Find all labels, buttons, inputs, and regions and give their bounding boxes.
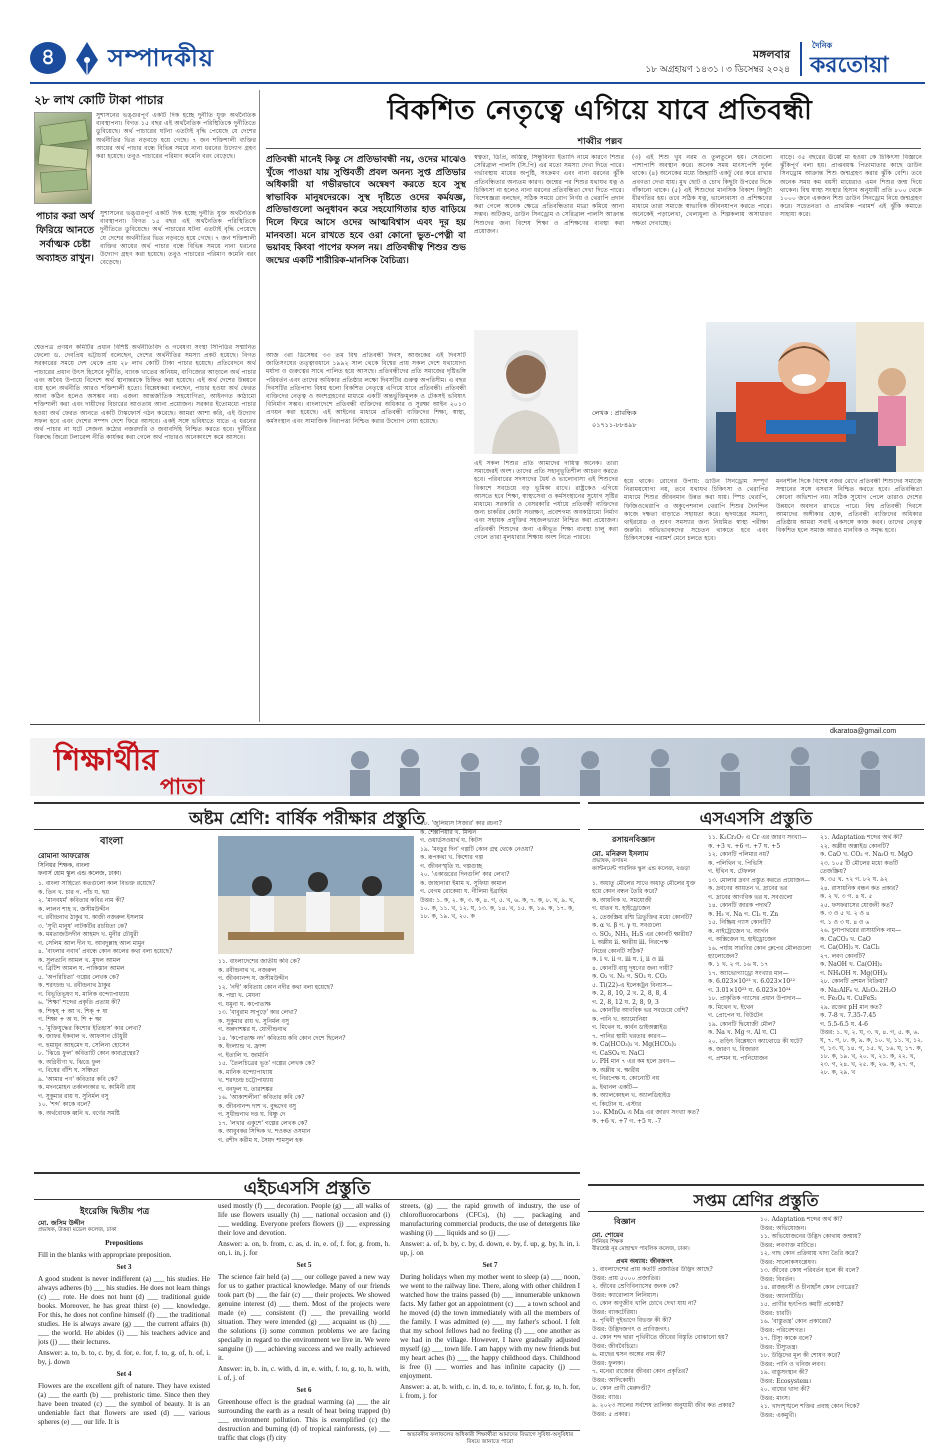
hsc-title: এইচএসসি প্রস্তুতি xyxy=(243,1178,371,1199)
question-line: ১৭. টিস্যু কাকে বলে? xyxy=(760,1335,813,1342)
question-line: ৬. মাছের শ্বসন অঙ্গের নাম কী? xyxy=(592,1351,666,1358)
question-line: গ. কিটোন ঘ. এস্টার xyxy=(592,1100,642,1108)
question-line: উত্তর: Ecosystem। xyxy=(760,1377,812,1385)
question-line: ক. লালন শাহ খ. জসীমউদ্দীন xyxy=(38,905,110,913)
question-line: ক. মানিক বন্দ্যোপাধ্যায় xyxy=(218,1068,273,1076)
question-line: খ. শরৎচন্দ্র চট্টোপাধ্যায় xyxy=(218,1077,274,1084)
question-line: ৯. ২০২৩ সালের সর্বশেষ তালিকা অনুযায়ী জীব কত প্রকার? xyxy=(592,1402,735,1409)
feature-lower-col3: মননশীল দিকে বিশেষ নজর রেখে প্রতিবন্ধী শিশুদের সমাজে সম্মানের সঙ্গে বসবাস নিশ্চিত করতে হবে। প্রতিবন্ধিতা কোনো অভিশাপ নয়। সঠিক সুযোগ পেলে তারাও দেশের উন্নয়নে অবদান রাখতে পারে। বিশ্ব প্রতিবন্ধী দিবসে আমাদের অঙ্গীকার হোক, প্রতিবন্ধী ব্যক্তিদের অধিকার প্রতিষ্ঠায় আমরা সবাই একসঙ্গে কাজ করব। তাদের নেতৃত্ব বিকশিত হলে সমাজ আরও মানবিক ও সমৃদ্ধ হবে। xyxy=(776,478,922,535)
question-line: গ. ১ ও ৩ ঘ. ৪ ও ৬ xyxy=(820,918,870,926)
question-line: গ. CaSO₄ ঘ. NaCl xyxy=(592,1049,645,1057)
question-line: ক. শিক্ষ্ + আ খ. শিক্ + ষা xyxy=(38,1007,108,1015)
question-line: ১৪. 'কপোতাক্ষ নদ' কবিতায় কবি কোন দেশে ছিলেন? xyxy=(218,1034,346,1042)
question-line: ১০. KMnO₄ এ Mn এর জারণ সংখ্যা কত? xyxy=(592,1109,700,1116)
question-line: উত্তর: টিস্যুতন্ত্র। xyxy=(760,1343,798,1351)
banner-title-line1: শিক্ষার্থীর xyxy=(54,743,158,778)
feature-lower-col2: হয়ে থাকে। রোগের উপায়: ডাউন সিনড্রোম সম্পূর্ণ নিরাময়যোগ্য নয়, তবে যথাযথ চিকিৎসা ও থেরাপির মাধ্যমে শিশুর জীবনমান উন্নত করা যায়। স্পিচ থেরাপি, ফিজিওথেরাপি ও অকুপেশনাল থেরাপি শিশুর দৈনন্দিন কাজে দক্ষতা বাড়াতে সহায়তা করে। হৃদযন্ত্রের সমস্যা, থাইরয়েড ও শ্রবণ সমস্যার জন্য নিয়মিত স্বাস্থ্য পরীক্ষা জরুরি। অভিভাবকদের সচেতন থাকতে হবে এবং চিকিৎসকের পরামর্শ মেনে চলতে হবে। xyxy=(624,478,768,543)
question-line: গ. নিরপেক্ষ ঘ. কোনোটি নয় xyxy=(592,1075,660,1082)
class7-subject: বিজ্ঞান xyxy=(614,1217,636,1226)
class8-questions xyxy=(38,880,208,1168)
question-line: উত্তর: ফুলকা। xyxy=(592,1359,626,1367)
question-line: গ. অক্সিজেন ঘ. হাইড্রোজেন xyxy=(708,936,776,943)
question-line: ১৪. রাজহংসী ও চীনাহাঁস কোন গোত্রের? xyxy=(760,1284,858,1291)
class8-title: অষ্টম শ্রেণি: বার্ষিক পরীক্ষার প্রস্তুতি xyxy=(188,809,426,829)
question-line: গ. বিষের বাঁশি ঘ. সঞ্চিতা xyxy=(38,1067,99,1074)
author-phone: ০১৭১১-৮৮৪৯৮ xyxy=(592,421,637,429)
question-line: ক. আবুবকর সিদ্দিক খ. শওকত ওসমান xyxy=(218,1128,311,1135)
question-line: উত্তর: ৫ প্রকার। xyxy=(592,1410,630,1418)
masthead-rule xyxy=(30,82,925,84)
question-line: ২৩. ১০৫ টি মৌলের মধ্যে কতটি তেজস্ক্রিয়? xyxy=(820,859,899,875)
passage-text: Flowers are the excellent gift of nature. They have existed (a) ___ the earth (b) ___ prehistoric time. Since then they have been treated (c) ___ the symbol of beauty. It is an undeniable fact that flowers are used (d) ___ various spheres (e) ___ our life. It is xyxy=(38,1382,210,1426)
question-line: ২৬. চুনাপাথরের রাসায়নিক নাম— xyxy=(820,927,902,934)
question-line: গ. রশীদ করীম ঘ. সৈয়দ শামসুল হক xyxy=(218,1136,303,1144)
question-line: ৮. কোন প্রাণী মেরুদণ্ডী? xyxy=(592,1385,651,1392)
class8-photo xyxy=(218,836,414,954)
question-line: গ. Ca(OH)₂ ঘ. CaCl₂ xyxy=(820,944,880,951)
question-line: ১০. Adaptation শব্দের অর্থ কী? xyxy=(760,1216,843,1223)
question-line: ২. 'মানবধর্ম' কবিতার কবির নাম কী? xyxy=(38,897,125,904)
question-line: উত্তর: ব্যাকটেরিয়া। xyxy=(592,1308,638,1316)
question-line: ১. বাংলাদেশের প্রায় কতটি প্রজাতির উদ্ভিদ আছে? xyxy=(592,1266,713,1273)
question-line: ক. সুকুমার রায় খ. সুনির্মল বসু xyxy=(218,1017,289,1025)
question-line: ক. ৩৫ খ. ৭২ গ. ৮২ ঘ. ৯২ xyxy=(820,876,888,883)
question-line: ক. জারণ খ. বিজারণ xyxy=(708,1046,759,1053)
set-heading: Prepositions xyxy=(105,1239,143,1247)
question-line: ২২. অম্লীয় অক্সাইড কোনটি? xyxy=(820,842,890,850)
hsc-col1 xyxy=(38,1236,210,1446)
question-line: গ. জীবনানন্দ ঘ. জসীমউদ্দীন xyxy=(218,975,289,982)
set-heading: Set 4 xyxy=(116,1370,132,1378)
question-line: ক. পলিথিন খ. পিভিসি xyxy=(708,859,763,867)
paper-logo: করতোয়া xyxy=(810,53,889,78)
question-line: উত্তর: লবণাক্ত মাটিতে। xyxy=(760,1241,817,1249)
question-line: ১৫. নিষ্ক্রিয় গ্যাস কোনটি? xyxy=(708,919,771,926)
set-heading: Set 6 xyxy=(296,1386,312,1394)
passage-text: Answer: a. at, b. with, c. in, d. to, e. to/into, f. for, g. to, h. for, i. from, j. for xyxy=(400,1383,580,1400)
question-line: গ. বিভূতিভূষণ ঘ. মানিক বন্দ্যোপাধ্যায় xyxy=(38,990,130,998)
editorial-intro: সুশাসনের ভঙ্গুরপূর্ণ একটি দিক হচ্ছে দুর্নীতি যুক্ত অর্থনৈতিক ব্যবস্থাপনা। বিগত ১৫ বছর এই অর্থনৈতিক পরিস্থিতিকে দুর্নীতিতে ডুবিয়েছে। অর্থ পাচারের ঘটনা এতটাই বৃদ্ধি পেয়েছে যে দেশের অর্থনীতির ভিত নড়বড়ে হয়ে গেছে। ৭ জন শক্তিশালী ব্যক্তির আয়ের অর্থ পাচার বন্ধে বিভিন্ন সময়ে নানা ধরনের উদ্যোগ গ্রহণ করা হয়েছে। তবুও পাচারের পরিমাণ কমেনি বরং বেড়েছে। xyxy=(96,112,256,161)
hsc-col3 xyxy=(400,1202,580,1430)
question-line: ক. সুলতানি আমল খ. মুঘল আমল xyxy=(38,956,121,964)
question-line: ক. ১ খ. ২ গ. ১৬ ঘ. ১৭ xyxy=(708,961,769,968)
question-line: ৮. PH মান ৭ এর কম হলে দ্রবণ— xyxy=(592,1058,676,1065)
question-line: ৫. Ti(22)-এ ইলেকট্রন বিন্যাস— xyxy=(592,981,673,989)
question-line: ৬. কোনটির আণবিক ভর সবচেয়ে বেশি? xyxy=(592,1007,689,1014)
question-line: ২০. তড়িৎ বিশ্লেষণে ক্যাথোডে কী ঘটে? xyxy=(708,1037,803,1045)
question-line: ৬. 'শিক্ষা' শব্দের প্রকৃতি প্রত্যয় কী? xyxy=(38,999,121,1006)
question-line: উত্তর: উদ্ভিদজগৎ ও প্রাণিজগৎ। xyxy=(592,1325,670,1333)
class8-questions-right xyxy=(420,820,580,1170)
ssc-teacher-school: ক্যান্টনমেন্ট পাবলিক স্কুল এন্ড কলেজ, বগুড়া xyxy=(592,866,690,872)
question-line: গ. 5.5-6.5 ঘ. 4-6 xyxy=(820,1020,868,1028)
question-line: গ. Fe₃O₄ ঘ. CuFeS₂ xyxy=(820,995,877,1002)
question-line: ৭. পানির স্থায়ী খরতার কারণ— xyxy=(592,1032,667,1040)
class8-subject: বাংলা xyxy=(100,836,124,847)
question-line: ২৮. কোনটি প্রশমন বিক্রিয়া? xyxy=(820,978,888,985)
column-divider xyxy=(259,90,260,722)
editorial-body: শ্বেতপত্র প্রণয়ন কমিটির প্রধান বিশিষ্ট অর্থনীতিবিদ ও গবেষণা সংস্থা সিপিডির সম্মানিত ফেলো ড. দেবপ্রিয় ভট্টাচার্য বলেছেন, দেশের অর্থনীতির সমস্যা প্রকট হয়েছে। বিগত সরকারের সময়ে দেশ থেকে প্রায় ২৮ লাখ কোটি টাকা পাচার হয়েছে। প্রতিবেদনে অর্থ পাচারের প্রধান উৎস হিসেবে দুর্নীতি, ব্যাংক খাতের অনিয়ম, বাণিজ্যের আড়ালে অর্থ পাচার এবং অবৈধ উপায়ে বিদেশে অর্থ স্থানান্তরকে চিহ্নিত করা হয়েছে। এই অর্থ দেশের উন্নয়নে ব্যয় হলে অর্থনীতি আরও শক্তিশালী হতো। বিশ্লেষকরা বলছেন, পাচার হওয়া অর্থ ফেরত আনা কঠিন হলেও অসম্ভব নয়। এজন্য আন্তর্জাতিক সহযোগিতা, আইনগত কাঠামো শক্তিশালী করা এবং দায়ীদের বিচারের আওতায় আনা প্রয়োজন। সরকার ইতোমধ্যে পাচার হওয়া অর্থ ফেরত আনতে একটি টাস্কফোর্স গঠন করেছে। আমরা আশা করি, এই উদ্যোগ সফল হবে এবং দেশের সম্পদ দেশে ফিরে আসবে। একই সঙ্গে ভবিষ্যতে যাতে এ ধরনের অর্থ পাচার না ঘটে সেজন্য কঠোর নজরদারি ও জবাবদিহি নিশ্চিত করতে হবে। দুর্নীতির বিরুদ্ধে জিরো টলারেন্স নীতি কার্যকর করা গেলে অর্থ পাচারও অনেকাংশে কমে আসবে। xyxy=(34,344,256,442)
question-line: ৩. SO₂, NH₃, H₂S এর কোনটি ক্ষারীয়? xyxy=(592,930,693,938)
question-line: ক. পানি খ. অ্যামোনিয়া xyxy=(592,1015,648,1023)
question-line: গ. ধাতব ঘ. হাইড্রোজেন xyxy=(592,905,651,912)
question-line: নিচের কোনটি সঠিক? xyxy=(592,947,644,955)
question-line: ১৬. পর্যায় সারণির কোন গ্রুপের মৌলগুলো হ্যালোজেন? xyxy=(708,944,811,960)
feature-byline: শাব্বীর পল্লব xyxy=(577,137,623,147)
question-line: ১৪. কোনটি জারক পদার্থ? xyxy=(708,902,772,909)
class7-teacher: মো. শোয়েব xyxy=(592,1231,624,1239)
question-line: ৩. কোন অণুজীব খালি চোখে দেখা যায় না? xyxy=(592,1300,697,1307)
question-line: উত্তর: প্রায় ৫০০০ প্রজাতির। xyxy=(592,1274,661,1282)
question-line: উত্তর: ১. ক, ২. ক, ৩. ক, ৪. গ, ৫. খ, ৬. ক, ৭. ক, ৮. খ, ৯. খ, ১০. ক, ১১. খ, ১২. ঘ, ১৩. ক, ১৪. খ, ১৫. ক, ১৬. ক, ১৭. ক, ১৮. ক, ১৯. খ, ২০. ক xyxy=(420,896,575,920)
question-line: উত্তর: ব্যাঙ। xyxy=(592,1393,622,1401)
question-line: গ. যমুনা ঘ. কপোতাক্ষ xyxy=(218,1000,271,1008)
question-line: গ. বেগম রোকেয়া ঘ. নীলিমা ইব্রাহিম xyxy=(420,888,508,895)
question-line: গ. 3.01×10²³ ঘ. 6.023×10²⁴ xyxy=(708,986,791,994)
question-line: ৩. 'সুখী মানুষ' নাটকটির রচয়িতা কে? xyxy=(38,922,128,930)
question-line: গ. সেলিম আল দীন ঘ. আবদুল্লাহ আল মামুন xyxy=(38,939,145,947)
question-line: ১৭. অ্যাভোগ্যাড্রো সংখ্যার মান— xyxy=(708,969,789,977)
passage-text: Answer: a. on, b. from, c. as, d. in, e. of, f. for, g. from, h. on, i. in, j. for xyxy=(218,1240,390,1257)
question-line: ৭. মনেরা রাজ্যের জীবরা কোন প্রকৃতির? xyxy=(592,1368,689,1375)
question-line: ১২. 'নদী' কবিতায় কোন নদীর কথা বলা হয়েছে? xyxy=(218,983,334,991)
passage-text: Greenhouse effect is the gradual warming (a) ___ the air surrounding the earth as a result of heat being trapped (b) ___ environment pollution. This is exemplified (c) the destruction and burning (d) of tropical rainforests, (e) ___ traffic that clogs (f) city xyxy=(218,1398,390,1442)
question-line: ক. শেক্সপিয়ার খ. মিল্টন xyxy=(420,828,477,836)
question-line: ৮. 'ঝিঙে ফুল' কবিতাটি কোন কাব্যগ্রন্থের? xyxy=(38,1050,139,1057)
question-line: ১১. K₂Cr₂O₇ এ Cr এর জারণ সংখ্যা— xyxy=(708,834,808,841)
question-line: গ. রবীন্দ্রনাথ ঠাকুর ঘ. কাজী নজরুল ইসলাম xyxy=(38,914,144,921)
question-line: ক. পদ্মা খ. মেঘনা xyxy=(218,992,261,999)
question-line: ১৮. উদ্ভিদের মূল কী শোষণ করে? xyxy=(760,1352,841,1359)
class8-teacher-school: ফনার্স হোম স্কুল এন্ড কলেজ, ঢাকা। xyxy=(38,870,122,877)
question-line: ১৮. 'জুলিয়াস সিজার' কার রচনা? xyxy=(420,820,502,827)
question-line: ২০. 'একাত্তরের দিনগুলি' কার লেখা? xyxy=(420,871,510,878)
question-line: ক. দ্রবণের আয়তন খ. দ্রাবের ভর xyxy=(708,885,788,892)
question-line: ১. বাংলা সাহিত্যে কতগুলো কাল বিভক্ত রয়েছে? xyxy=(38,880,156,887)
question-line: ক. Na খ. Mg গ. Al ঘ. Cl xyxy=(708,1029,777,1036)
question-line: ১৬. 'বাস্তুতন্ত্র' কোন প্রকারের? xyxy=(760,1318,832,1325)
question-line: ১০. 'শব্দ' কাকে বলে? xyxy=(38,1101,91,1108)
banner-title-line2: পাতা xyxy=(160,775,205,800)
masthead xyxy=(30,38,925,82)
question-line: ১৩. 'বাবুরাম সাপুড়ে' কার লেখা? xyxy=(218,1009,297,1016)
ssc-teacher: মো. মনিরুল ইসলাম xyxy=(592,850,649,858)
question-line: ৭. 'মুক্তিযুদ্ধের কিশোর ইতিহাস' কার লেখা? xyxy=(38,1024,142,1032)
page-number-badge: ৪ xyxy=(30,42,66,74)
question-line: উত্তর: মাংস। xyxy=(760,1394,790,1402)
author-label: লেখক : প্রাবন্ধিক xyxy=(592,409,637,417)
question-line: ক. জাহানারা ইমাম খ. সুফিয়া কামাল xyxy=(420,879,507,887)
feature-col2: স্বত্বতা, ডিপ্রি, অস্তিত্ব, সিন্ধুবিন্যা ইত্যাদি নামে কারণে শিশুর সেরিব্রাল পালসি (সি.পি) এর মতো সমস্যা দেখা দিতে পারে। গর্ভাবস্থায় মায়ের অপুষ্টি, সংক্রমণ এবং নানা ধরনের ঝুঁকি প্রতিবন্ধিতার অন্যতম কারণ। জন্মের পর শিশুর যথাযথ যত্ন ও চিকিৎসা না হলেও নানা ধরনের প্রতিবন্ধিতা দেখা দিতে পারে। বিশেষজ্ঞরা বলছেন, সঠিক সময়ে রোগ নির্ণয় ও থেরাপি প্রদান করা গেলে অনেক ক্ষেত্রে প্রতিবন্ধিতার মাত্রা কমিয়ে আনা সম্ভব। অটিজম, ডাউন সিনড্রোম ও সেরিব্রাল পালসি আক্রান্ত শিশুদের জন্য বিশেষ শিক্ষা ও প্রশিক্ষণের ব্যবস্থা করা প্রয়োজন। xyxy=(474,154,624,235)
question-line: গ. 2, 8, 12 ঘ. 2, 8, 9, 3 xyxy=(592,998,659,1006)
byline-rule xyxy=(266,148,921,149)
newspaper-email: dkaratoa@gmail.com xyxy=(830,728,897,735)
question-line: ২১. Adaptation শব্দের অর্থ কী? xyxy=(820,834,903,841)
question-line: ক. 2, 8, 10, 2 খ. 2, 8, 8, 4 xyxy=(592,990,667,997)
question-line: ৪. পৃথিবী দুইভাগে বিভক্ত কী কী? xyxy=(592,1317,672,1324)
section-title: সম্পাদকীয় xyxy=(108,44,215,72)
question-line: গ. মিথেন ঘ. কার্বন ডাইঅক্সাইড xyxy=(592,1024,668,1031)
question-line: ক. অগ্নিবীণা খ. ঝিঙে ফুল xyxy=(38,1058,101,1066)
question-line: ২৫. ফসফরাসের যোজনী কত? xyxy=(820,901,894,909)
question-line: ক. CaO খ. CO₂ গ. Na₂O ঘ. MgO xyxy=(820,851,913,858)
class7-teacher-role: সিনিয়র শিক্ষক xyxy=(592,1239,624,1245)
question-line: ২৪. রাসায়নিক বন্ধন কত প্রকার? xyxy=(820,884,899,892)
passage-text: Answer: a. of, b. by, c. by, d. down, e. by, f. up, g. by, h. in, i. up, j. on xyxy=(400,1240,580,1257)
question-line: ১. অধাতু মৌলের সাথে অধাতু মৌলের যুক্ত হয়ে কোন বন্ধন তৈরি করে? xyxy=(592,880,696,895)
question-line: ১৬. 'আকাশলীনা' কবিতার কবি কে? xyxy=(218,1094,305,1101)
question-line: ক. +3 খ. +6 গ. +7 ঘ. +5 xyxy=(708,842,781,850)
masthead-divider xyxy=(800,42,802,76)
ssc-questions xyxy=(592,880,702,1180)
question-line: ক. ২ খ. ৩ গ. ৪ ঘ. ৫ xyxy=(820,893,873,900)
class8-teacher: রোমানা আফরোজ xyxy=(38,852,90,860)
feature-col4: বাড়ে। ৩৫ বছরের ঊর্ধ্বে মা হওয়া কে চিকিৎসা বিজ্ঞানে ঝুঁকিপূর্ণ বলা হয়। প্রাপ্তবয়স্ক পিতামাতার কাছে ডাউন সিনড্রোম আক্রান্ত শিশু জন্মগ্রহণ করার ঝুঁকি বেশি। তবে অনেক সময় কম বয়সী মায়েরাও এমন শিশুর জন্ম দিয়ে থাকেন। বিশ্ব স্বাস্থ্য সংস্থার হিসাব অনুযায়ী প্রতি ৮০০ থেকে ১০০০ জনে একজন শিশু ডাউন সিনড্রোম নিয়ে জন্মগ্রহণ করে। সচেতনতা ও প্রাথমিক পরামর্শ এই ঝুঁকি কমাতে সাহায্য করে। xyxy=(780,154,922,219)
question-line: ১৭. 'লখার একুশে' গল্পের লেখক কে? xyxy=(218,1119,308,1127)
question-line: গ. ইতালি ঘ. জার্মানি xyxy=(218,1051,269,1059)
feature-bottom-rule xyxy=(30,724,925,725)
question-line: ৯. 'আমার পণ' কবিতার কবি কে? xyxy=(38,1075,118,1083)
question-line: ক. CaCO₃ খ. CaO xyxy=(820,935,871,943)
question-line: ১১. অভিযোজনের উদ্ভিদ কোথায় জন্মায়? xyxy=(760,1233,861,1240)
feature-lower-col1: এই সকল শিশুর প্রতি আমাদের দায়িত্ব অনেক। তারা সমাজেরই অংশ। তাদের প্রতি সহানুভূতিশীল আচরণ করতে হবে। পরিবারের সদস্যদের ধৈর্য ও ভালোবাসা এই শিশুদের বিকাশে সবচেয়ে বড় ভূমিকা রাখে। রাষ্ট্রকেও এগিয়ে আসতে হবে শিক্ষা, স্বাস্থ্যসেবা ও কর্মসংস্থানের সুযোগ সৃষ্টির মাধ্যমে। সরকারি ও বেসরকারি পর্যায়ে প্রতিবন্ধী ব্যক্তিদের জন্য চাকরির কোটা সংরক্ষণ, প্রবেশগম্য অবকাঠামো নির্মাণ এবং সহায়ক প্রযুক্তির সহজলভ্যতা নিশ্চিত করা প্রয়োজন। প্রতিবন্ধী শিশুদের জন্য একীভূত শিক্ষা ব্যবস্থা চালু করা গেলে তারা মূলধারার শিক্ষায় অংশ নিতে পারবে। xyxy=(474,460,618,541)
question-line: ৯. ইথানল একটি— xyxy=(592,1083,639,1091)
question-line: উত্তর: একমুখী। xyxy=(760,1411,797,1419)
question-line: ২১. খাদ্যশৃঙ্খলে শক্তির প্রবাহ কোন দিকে? xyxy=(760,1403,860,1410)
question-line: ক. জীবনানন্দ দাশ খ. বুদ্ধদেব বসু xyxy=(218,1102,297,1110)
question-line: ক. নাইট্রোজেন খ. আর্গন xyxy=(708,927,769,935)
question-line: ২. তেজস্ক্রিয় রশ্মি ত্রিভুক্তির মধ্যে কোনটি? xyxy=(592,913,693,921)
question-line: গ. সুধীন্দ্রনাথ দত্ত ঘ. বিষ্ণু দে xyxy=(218,1111,286,1118)
question-line: গ. অন্নদাশঙ্কর ঘ. যোগীন্দ্রনাথ xyxy=(218,1026,287,1033)
passage-text: Fill in the blanks with appropriate preposition. xyxy=(38,1251,172,1259)
question-line: ১৫. প্রাণীর হৃৎপিণ্ড কয়টি প্রকোষ্ঠ? xyxy=(760,1301,844,1308)
author-photo xyxy=(474,330,578,454)
question-line: ক. অম্লীয় খ. ক্ষারীয় xyxy=(592,1066,640,1074)
question-line: গ. দ্রাবের আণবিক ভর ঘ. সবগুলো xyxy=(708,893,793,901)
question-line: ক. 7-8 খ. 7.35-7.45 xyxy=(820,1012,877,1019)
question-line: ১৯. 'মংড়ুর দিন' গল্পটি কোন গ্রন্থ থেকে নেওয়া? xyxy=(420,845,534,853)
class8-teacher-role: সিনিয়র শিক্ষক, বাংলা xyxy=(38,862,90,869)
ssc-teacher-role: প্রভাষক, রসায়ন xyxy=(592,858,627,864)
question-line: উত্তর: জীববৈচিত্র্য। xyxy=(592,1342,638,1350)
hsc-subject: ইংরেজি দ্বিতীয় পত্র xyxy=(80,1207,150,1217)
question-line: ক. মমতাজউদদীন আহমদ খ. মুনীর চৌধুরী xyxy=(38,931,139,938)
question-line: উত্তর: ১. খ, ২. ঘ, ৩. খ, ৪. গ, ৫. ক, ৬. ঘ, ৭. গ, ৮. ক, ৯. ক, ১০. খ, ১১. খ, ১২. গ, ১৩. ঘ, ১৪. গ, ১৫. খ, ১৬. ঘ, ১৭. ক, ১৮. ক, ১৯. খ, ২০. খ, ২১. ক, ২২. খ, ২৩. গ, ২৪. খ, ২৫. ক, ২৬. ক, ২৭. গ, ২৮. ক, ২৯. খ xyxy=(820,1029,923,1076)
question-line: ২. জীবের শ্রেণিবিন্যাসের জনক কে? xyxy=(592,1283,679,1290)
class8-questions-mid xyxy=(218,958,414,1168)
question-line: উত্তর: চারটি। xyxy=(760,1309,792,1317)
money-photo xyxy=(34,112,92,204)
class7-chapter: প্রথম অধ্যায়: জীবজগৎ xyxy=(616,1258,673,1265)
question-line: ক. 6.023×10²³ খ. 6.023×10²² xyxy=(708,978,795,985)
question-line: গ. শিক্ষা + অ ঘ. শি + ক্ষা xyxy=(38,1016,102,1023)
question-line: গ. ব্রিটিশ আমল ঘ. পাকিস্তান আমল xyxy=(38,965,125,972)
question-line: গ. প্রোপেন ঘ. বিউটেন xyxy=(708,1012,763,1019)
question-line: ক. রূপকথা খ. কিশোর গল্প xyxy=(420,854,483,861)
question-line: ১৯. কোনটি দ্বিযোজী মৌল? xyxy=(708,1020,776,1028)
passage-text: During holidays when my mother went to sleep (a) ___ noon, we went to the railway line. There, along with other children I watched how the trains passed (b) ___ innumerable unknown facts. My father got an appointment (c) ___ a town school and he moved (d) the town immediately with all the members of the family. I was admitted (e) ___ my father's school. I felt that my school fellows had no feeling (f) ___ one another as we had in the village. However, I have gradually adjusted myself (g) ___ town life. I am happy with my new friends but my heart aches (h) ___ the happy childhood days. Childhood is free (i) ___ worries and has infinite capacity (j) ___ enjoyment. xyxy=(400,1273,580,1380)
feature-callout: প্রতিবন্ধী মানেই কিন্তু সে প্রতিভাবন্ধী নয়, ওদের মাঝেও খুঁজে পাওয়া যায় সুপ্তিবর্তী প্রবল অনন্য সুপ্ত প্রতিভার অধিকারী যা গভীরভাবে অন্বেষণ করতে হবে সুস্থ স্বাভাবিক মানুষদেরকে। সুস্থ দৃষ্টিতে ওদের কর্মযজ্ঞ, প্রতিভাগুলো অনুধাবন করে সহযোগিতার হাত বাড়িয়ে দিলে ফিরে আসে ওদের আত্মবিশ্বাস এবং দূর হয় মানবতা। মনে রাখতে হবে ওরা কোনো ভুত-পেত্নী বা ভয়াবহ কিংবা পাপের ফসল নয়। প্রতিবন্ধীত্ব শিশুর শুভ জন্মের একটি শারীরিক-মানসিক বৈচিত্র্য। xyxy=(266,155,466,266)
ssc-subject: রসায়নবিজ্ঞান xyxy=(612,835,655,844)
question-line: ৫. 'অপরিচিতা' গল্পের লেখক কে? xyxy=(38,973,120,981)
question-line: ক. H₂ খ. Na গ. Cl₂ ঘ. Zn xyxy=(708,910,779,918)
question-line: ক. আয়নিক খ. সমযোজী xyxy=(592,896,652,904)
question-line: ১৯. বাস্তুসংস্থান কী? xyxy=(760,1369,808,1376)
question-line: ক. i খ. ii গ. iii ঘ. i, ii ও iii xyxy=(592,956,664,963)
question-line: ২৭. লবণ কোনটি? xyxy=(820,952,866,960)
class7-teacher-school: বীরশ্রেষ্ঠ নূর মোহাম্মদ পাবলিক কলেজ, ঢাকা। xyxy=(592,1246,690,1252)
masthead-day: মঙ্গলবার xyxy=(753,48,790,61)
question-line: গ. ইথিন ঘ. টেফলন xyxy=(708,868,756,875)
class7-questions-right xyxy=(760,1216,924,1446)
question-line: ২০. বাঘের খাদ্য কী? xyxy=(760,1386,810,1393)
passage-text: Answer: in, b. in, c. with, d. in, e. with, f. to, g. to, h. with, i. of, j. of xyxy=(218,1365,390,1382)
question-line: ১৫. 'তৈলচিত্রের ভূত' গল্পের লেখক কে? xyxy=(218,1060,315,1067)
question-line: গ. জীবনস্মৃতি ঘ. গল্পগুচ্ছ xyxy=(420,862,483,870)
question-line: উত্তর: ক্যারোলাস লিনিয়াস। xyxy=(592,1291,659,1299)
question-line: উত্তর: সালোকসংশ্লেষণ। xyxy=(760,1258,817,1266)
question-line: ১৩. জীবের কোষ পরিবর্তন হলে কী বলে? xyxy=(760,1267,859,1274)
passage-text: streets, (g) ___ the rapid growth of industry, the use of chlorofluorocarbons (CFCs), (h) ___ packaging and manufacturing commercial products, the use of detergents like washing (i) ___ liquids and so (j) ___. xyxy=(400,1202,580,1237)
question-line: ৫. কোন শব্দ দ্বারা পৃথিবীতে জীবের বিস্তৃতি বোঝানো হয়? xyxy=(592,1334,728,1341)
question-line: ক. ইংল্যান্ড খ. ফ্রান্স xyxy=(218,1043,266,1050)
question-line: ১১. বাংলাদেশের জাতীয় কবি কে? xyxy=(218,958,300,965)
question-line: ক. α খ. β গ. γ ঘ. সবগুলো xyxy=(592,922,662,929)
question-line: ক. রবীন্দ্রনাথ খ. নজরুল xyxy=(218,966,277,974)
hsc-teacher: মো. জসিম উদ্দীন xyxy=(38,1219,85,1227)
question-line: ক. অর্থবোধক ধ্বনি খ. বর্ণের সমষ্টি xyxy=(38,1109,120,1117)
paper-small-label: দৈনিক xyxy=(812,41,833,50)
passage-text: A good student is never indifferent (a) ___ his studies. He always adheres (b) ___ his studies. He does not learn things (c) ___ rote. He does not hunt (d) ___ traditional guide books. Moreover, he has great thirst (e) ___ knowledge. For this, he does not confine himself (f) ___ the traditional studies. He is always aware (g) ___ the current affairs (h) ___ the world. He abides (i) ___ his teachers advice and jots (j) ___ their lectures. xyxy=(38,1275,210,1346)
set-heading: Set 3 xyxy=(116,1263,132,1271)
question-line: গ. সুকুমার রায় ঘ. সুনির্মল বসু xyxy=(38,1092,109,1100)
question-line: উত্তর: আদিকোষী। xyxy=(592,1376,636,1384)
question-line: ক. শরৎচন্দ্র খ. রবীন্দ্রনাথ ঠাকুর xyxy=(38,982,111,989)
question-line: ক. ৩ ও ৫ খ. ২ ও ৪ xyxy=(820,910,870,917)
hsc-col2 xyxy=(218,1202,390,1446)
question-line: গ. হুমায়ূন আহমেদ ঘ. সেলিনা হোসেন xyxy=(38,1041,130,1049)
question-line: ৪. কোনটি বায়ু দূষণের জন্য দায়ী? xyxy=(592,964,673,972)
question-line: ক. মিথেন খ. ইথেন xyxy=(708,1003,754,1011)
question-line: গ. ওয়ার্ডসওয়ার্থ ঘ. কিটস xyxy=(420,837,482,844)
question-line: ৪. 'বাংলার নবাব' প্রবন্ধে কোন কালের কথা বলা হয়েছে? xyxy=(38,948,173,955)
feature-col1: আজ ৩রা ডিসেম্বর ৩৩ তম বিশ্ব প্রতিবন্ধী দিবস, আজকের এই দিবসটি জাতিসংঘের তত্ত্বাবধানে ১৯৯২ সাল থেকে বিশ্বের প্রায় সকল দেশে যথাযোগ্য মর্যাদা ও গুরুত্বের সাথে পালিত হয়ে আসছে। প্রতিবন্ধীদের প্রতি সমাজের দৃষ্টিভঙ্গি পরিবর্তন এবং তাদের অধিকার প্রতিষ্ঠার লক্ষ্যে দিবসটির গুরুত্ব অপরিসীম। এ বছর দিবসটির প্রতিপাদ্য বিষয় হলো বিকশিত নেতৃত্বে এগিয়ে যাবে প্রতিবন্ধী। প্রতিবন্ধী ব্যক্তিদের নেতৃত্ব ও অংশগ্রহণের মাধ্যমে একটি অন্তর্ভুক্তিমূলক ও টেকসই ভবিষ্যৎ বিনির্মাণ সম্ভব। বাংলাদেশে প্রতিবন্ধী ব্যক্তিদের অধিকার ও সুরক্ষা আইন ২০১৩ প্রণয়ন করা হয়েছে। এই আইনের মাধ্যমে প্রতিবন্ধী ব্যক্তিদের শিক্ষা, স্বাস্থ্য, কর্মসংস্থান এবং সামাজিক নিরাপত্তা নিশ্চিত করার উদ্যোগ নেয়া হয়েছে। xyxy=(266,352,466,425)
masthead-date: ১৮ অগ্রহায়ণ ১৪৩১ ৷ ৩ ডিসেম্বর ২০২৪ xyxy=(645,65,790,75)
set-heading: Set 5 xyxy=(296,1261,312,1269)
ssc-title: এসএসসি প্রস্তুতি xyxy=(699,809,813,829)
question-line: গ. NH₄OH ঘ. Mg(OH)₂ xyxy=(820,969,888,977)
pen-nib-icon xyxy=(70,40,104,78)
question-line: গ. প্রশমন ঘ. পানিযোজন xyxy=(708,1054,768,1062)
passage-text: Answer: a. to, b. to, c. by, d. for, e. for, f. to, g. of, h. of, i. by, j. down xyxy=(38,1349,210,1366)
question-line: ক. NaOH খ. Ca(OH)₂ xyxy=(820,961,883,968)
question-line: ক. তিন খ. চার গ. পাঁচ ঘ. ছয় xyxy=(38,888,110,896)
editorial-pullquote: পাচার করা অর্থ ফিরিয়ে আনতে সর্বাত্মক চেষ্টা অব্যাহত রাখুন। xyxy=(35,211,95,264)
editorial-headline: ২৮ লাখ কোটি টাকা পাচার xyxy=(34,93,164,107)
feature-headline: বিকশিত নেতৃত্বে এগিয়ে যাবে প্রতিবন্ধী xyxy=(387,95,813,126)
ssc-questions-mid xyxy=(708,834,814,1180)
question-line: i. অম্লীয় ii. ক্ষারীয় iii. নিরপেক্ষ xyxy=(592,939,669,946)
hsc-note: অভাবনীয় ফলাফলের অধিকারী শিক্ষার্থীরা আমাদের বিভাগে সুবিধা-অসুবিধার বিষয়ে জানাতে পারো xyxy=(400,1430,580,1446)
passage-text: The science fair held (a) ___ our college paved a new way for us to gather practical knowledge. Many of our friends took part (b) ___ the fair (c) ___ their projects. We showed genuine interest (d) ___ them. Most of the projects were made (e) ___ consistent (f) ___ the prevailing world situation. They were intended (g) ___ acquaint us (h) ___ the solutions (i) some common problems we are facing specially in regard to the environment we live in. We were sanguine (j) ___ achieving success and we really achieved it. xyxy=(218,1273,390,1362)
question-line: ক. Na₂AlF₆ খ. Al₂O₃.2H₂O xyxy=(820,986,896,994)
question-line: উত্তর: অভিযোজন। xyxy=(760,1224,807,1232)
feature-photo xyxy=(706,322,924,472)
question-line: ক. +6 খ. +7 গ. +5 ঘ. -7 xyxy=(592,1117,662,1125)
question-line: ক. Ca(HCO₃)₂ খ. Mg(HCO₃)₂ xyxy=(592,1041,677,1048)
set-heading: Set 7 xyxy=(482,1261,498,1269)
question-line: উত্তর: পানি ও খনিজ লবণ। xyxy=(760,1360,826,1368)
class7-title: সপ্তম শ্রেণির প্রস্তুতি xyxy=(693,1191,819,1210)
editorial-side-text: সুশাসনের ভঙ্গুরপূর্ণ একটি দিক হচ্ছে দুর্নীতি যুক্ত অর্থনৈতিক ব্যবস্থাপনা। বিগত ১৫ বছর এই অর্থনৈতিক পরিস্থিতিকে দুর্নীতিতে ডুবিয়েছে। অর্থ পাচারের ঘটনা এতটাই বৃদ্ধি পেয়েছে যে দেশের অর্থনীতির ভিত নড়বড়ে হয়ে গেছে। ৭ জন শক্তিশালী ব্যক্তির আয়ের অর্থ পাচার বন্ধে বিভিন্ন সময়ে নানা ধরনের উদ্যোগ গ্রহণ করা হয়েছে। তবুও পাচারের পরিমাণ কমেনি বরং বেড়েছে। xyxy=(100,210,256,267)
question-line: ২৯. রক্তের pH মান কত? xyxy=(820,1003,882,1011)
question-line: ক. মদনমোহন তর্কালংকার খ. কামিনী রায় xyxy=(38,1084,136,1091)
class7-questions xyxy=(592,1266,754,1446)
question-line: উত্তর: বিবর্তন। xyxy=(760,1275,795,1283)
passage-text: used mostly (f) ___ decoration. People (g) ___ all walks of life use flowers usually (h) ___ national occasion and (i) ___ wedding. Everyone prefers flowers (j) ___ expressing their love and devotion. xyxy=(218,1202,390,1237)
question-line: ১৮. প্রাকৃতিক গ্যাসের প্রধান উপাদান— xyxy=(708,995,802,1002)
question-line: গ. বনফুল ঘ. তারাশঙ্কর xyxy=(218,1085,273,1093)
hsc-teacher-role: প্রভাষক, উত্তরা মডেল কলেজ, ঢাকা xyxy=(38,1227,117,1233)
question-line: উত্তর: অ্যানাটিডি। xyxy=(760,1292,804,1300)
ssc-questions-right xyxy=(820,834,924,1180)
question-line: ক. অ্যালকোহল খ. অ্যালডিহাইড xyxy=(592,1092,671,1099)
feature-col3: (৩) এই শিশু খুব নরম ও তুলতুলে হয়। সেগুলো পাশাপাশি অবস্থান করে। অনেক সময় মাংসপেশি দুর্বল থাকে। (৪) অনেকের মধ্যে জিহ্বাটি একটু বের করে রাখার প্রবণতা দেখা যায়। মুখ ছোট ও চোখ কিছুটা উপরের দিকে বাঁকানো থাকে। (৫) এই শিশুদের মানসিক বিকাশ কিছুটা ধীরগতির হয়। তবে সঠিক যত্ন, ভালোবাসা ও প্রশিক্ষণের মাধ্যমে তারা সমাজে স্বাভাবিক জীবনযাপন করতে পারে। অনেকেই পড়ালেখা, খেলাধুলা ও শিল্পকলায় অসাধারণ দক্ষতা দেখাচ্ছে। xyxy=(632,154,772,227)
question-line: ১২. কোনটি পলিমার নয়? xyxy=(708,851,770,858)
question-line: ১২. গাছ কোন প্রক্রিয়ায় খাদ্য তৈরি করে? xyxy=(760,1250,859,1257)
question-line: ক. জাফর ইকবাল খ. আফসান চৌধুরী xyxy=(38,1033,128,1040)
question-line: উত্তর: পরিবেশগত। xyxy=(760,1326,806,1334)
question-line: ১৩. মোলার দ্রবণ প্রস্তুত করতে প্রয়োজন— xyxy=(708,876,811,884)
question-line: ক. O₂ খ. N₂ গ. SO₂ ঘ. CO₂ xyxy=(592,973,668,980)
